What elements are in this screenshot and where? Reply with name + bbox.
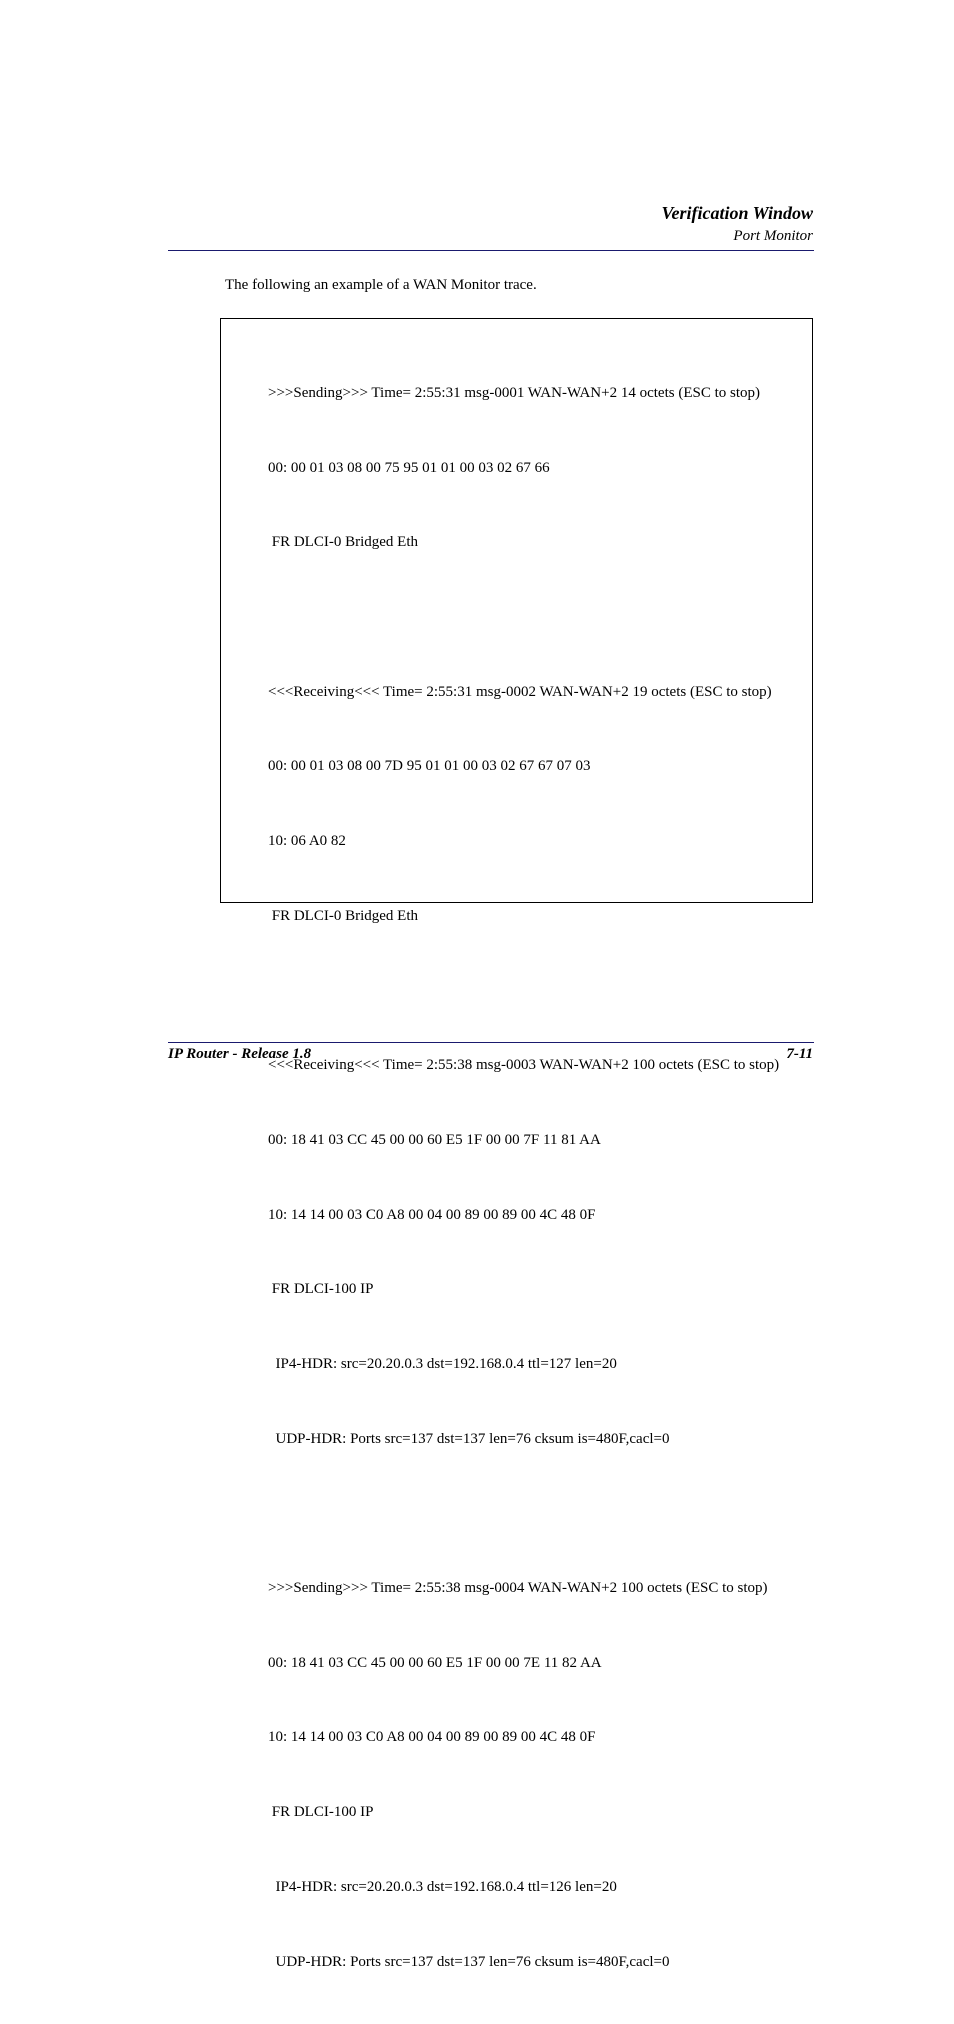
trace-line: IP4-HDR: src=20.20.0.3 dst=192.168.0.4 ttl=126 len=20 (268, 1878, 617, 1895)
trace-line (268, 605, 779, 630)
trace-line: >>>Sending>>> Time= 2:55:38 msg-0004 WAN-WAN+2 100 octets (ESC to stop) (268, 1580, 768, 1597)
footer-divider (168, 1042, 814, 1043)
page-number: 7-11 (786, 1046, 813, 1062)
trace-line: 00: 18 41 03 CC 45 00 00 60 E5 1F 00 00 7E 11 82 AA (268, 1654, 602, 1671)
trace-line: <<<Receiving<<< Time= 2:55:31 msg-0002 WAN-WAN+2 19 octets (ESC to stop) (268, 683, 772, 700)
trace-line: FR DLCI-100 IP (268, 1804, 374, 1821)
header-divider (168, 250, 814, 251)
trace-line: 10: 06 A0 82 (268, 833, 346, 850)
trace-line: 00: 00 01 03 08 00 7D 95 01 01 00 03 02 67 67 07 03 (268, 758, 591, 775)
trace-line: 10: 14 14 00 03 C0 A8 00 04 00 89 00 89 00 4C 48 0F (268, 1206, 596, 1223)
trace-line (268, 1501, 779, 1526)
footer-document-title: IP Router - Release 1.8 (168, 1046, 312, 1062)
trace-line: FR DLCI-0 Bridged Eth (268, 907, 418, 924)
trace-line: 00: 18 41 03 CC 45 00 00 60 E5 1F 00 00 7F 11 81 AA (268, 1131, 601, 1148)
trace-line: IP4-HDR: src=20.20.0.3 dst=192.168.0.4 ttl=127 len=20 (268, 1355, 617, 1372)
intro-paragraph: The following an example of a WAN Monitor trace. (225, 277, 537, 293)
trace-line: UDP-HDR: Ports src=137 dst=137 len=76 cksum is=480F,cacl=0 (268, 1430, 670, 1447)
trace-line: 00: 00 01 03 08 00 75 95 01 01 00 03 02 67 66 (268, 459, 550, 476)
trace-line: <<<Receiving<<< Time= 2:55:38 msg-0003 WAN-WAN+2 100 octets (ESC to stop) (268, 1057, 780, 1074)
trace-lines (268, 331, 779, 2024)
section-subtitle: Port Monitor (733, 228, 813, 244)
trace-line: >>>Sending>>> Time= 2:55:31 msg-0001 WAN-WAN+2 14 octets (ESC to stop) (268, 384, 760, 401)
trace-line: 10: 14 14 00 03 C0 A8 00 04 00 89 00 89 00 4C 48 0F (268, 1729, 596, 1746)
chapter-title: Verification Window (661, 203, 813, 223)
trace-line (268, 978, 779, 1003)
trace-line: FR DLCI-100 IP (268, 1281, 374, 1298)
trace-line: FR DLCI-0 Bridged Eth (268, 534, 418, 551)
trace-line: UDP-HDR: Ports src=137 dst=137 len=76 cksum is=480F,cacl=0 (268, 1953, 670, 1970)
